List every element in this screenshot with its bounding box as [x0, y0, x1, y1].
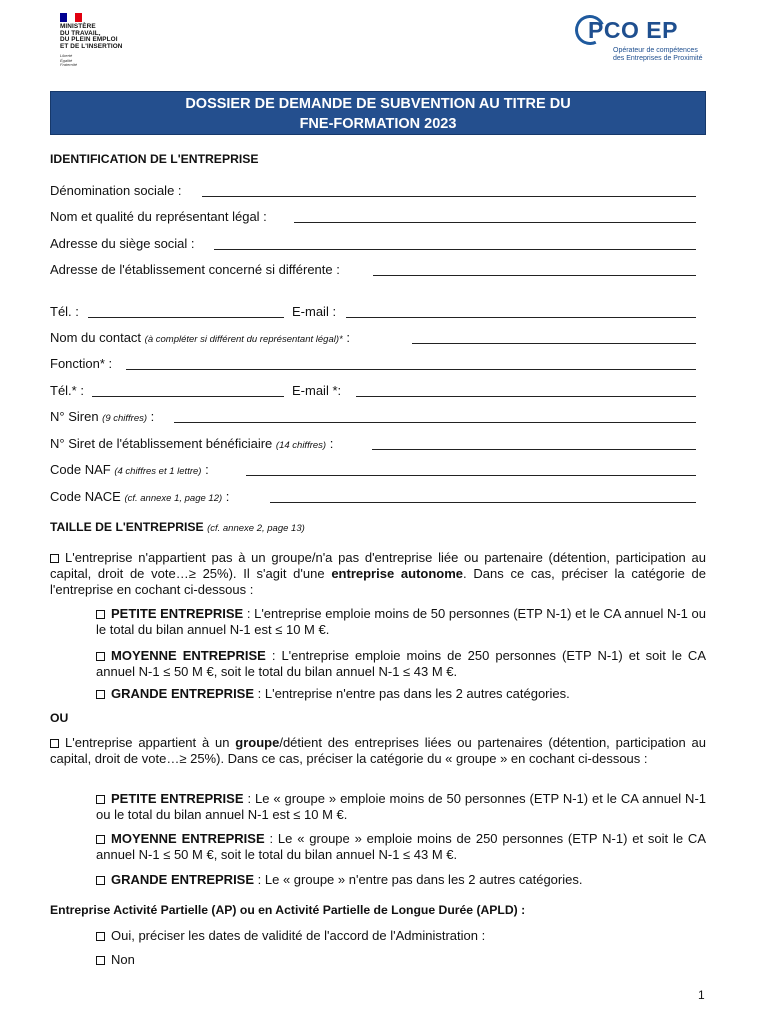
- siret-field[interactable]: [372, 449, 696, 450]
- groupe-moyenne-option: MOYENNE ENTREPRISE : Le « groupe » emploie moins de 250 personnes (ETP N-1) et soit le CA annuel N-1 ≤ 50 M €, soit le total du bilan annuel N-1 ≤ 43 M €.: [96, 831, 706, 862]
- email-label: E-mail :: [292, 304, 337, 319]
- representant-field[interactable]: [294, 222, 696, 223]
- groupe-petite-option: PETITE ENTREPRISE : Le « groupe » emploie moins de 50 personnes (ETP N-1) et le CA annuel N-1 ou le total du bilan annuel N-1 est ≤ 10 M €.: [96, 791, 706, 822]
- tel2-field[interactable]: [92, 396, 284, 397]
- naf-label: Code NAF (4 chiffres et 1 lettre) :: [50, 462, 209, 477]
- email-field[interactable]: [346, 317, 696, 318]
- siren-field[interactable]: [174, 422, 696, 423]
- french-flag-icon: [60, 13, 82, 22]
- autonome-moyenne-option: MOYENNE ENTREPRISE : L'entreprise emploie moins de 250 personnes (ETP N-1) et soit le CA annuel N-1 ≤ 50 M €, soit le total du bilan annuel N-1 ≤ 43 M €.: [96, 648, 706, 679]
- autonome-grande-option: GRANDE ENTREPRISE : L'entreprise n'entre pas dans les 2 autres catégories.: [96, 686, 706, 702]
- ministry-name: MINISTÈRE DU TRAVAIL, DU PLEIN EMPLOI ET DE L'INSERTION: [60, 23, 123, 50]
- republic-motto: Liberté Égalité Fraternité: [60, 53, 78, 68]
- autonome-checkbox[interactable]: [50, 554, 59, 563]
- groupe-option: L'entreprise appartient à un groupe/détient des entreprises liées ou partenaires (détention, participation au capital, droit de vote…≥ 25%). Dans ce cas, préciser la catégorie du « groupe » en cochant ci-dessous :: [50, 735, 706, 766]
- autonome-petite-checkbox[interactable]: [96, 610, 105, 619]
- nace-label: Code NACE (cf. annexe 1, page 12) :: [50, 489, 230, 504]
- naf-field[interactable]: [246, 475, 696, 476]
- denomination-field[interactable]: [202, 196, 696, 197]
- autonome-moyenne-checkbox[interactable]: [96, 652, 105, 661]
- denomination-label: Dénomination sociale :: [50, 183, 182, 198]
- document-title: DOSSIER DE DEMANDE DE SUBVENTION AU TITRE DU FNE-FORMATION 2023: [50, 91, 706, 135]
- autonome-petite-option: PETITE ENTREPRISE : L'entreprise emploie moins de 50 personnes (ETP N-1) et le CA annuel N-1 ou le total du bilan annuel N-1 est ≤ 10 M €.: [96, 606, 706, 637]
- adresse-etab-label: Adresse de l'établissement concerné si différente :: [50, 262, 340, 277]
- fonction-label: Fonction* :: [50, 356, 113, 371]
- email2-field[interactable]: [356, 396, 696, 397]
- opco-logo: PCO EP: [588, 17, 678, 43]
- autonome-grande-checkbox[interactable]: [96, 690, 105, 699]
- activite-oui-checkbox[interactable]: [96, 932, 105, 941]
- section-identification-heading: IDENTIFICATION DE L'ENTREPRISE: [50, 152, 259, 166]
- email2-label: E-mail *:: [292, 383, 342, 398]
- autonome-option: L'entreprise n'appartient pas à un groupe/n'a pas d'entreprise liée ou partenaire (détention, participation au capital, droit de vote…≥ 25%). Il s'agit d'une entreprise autonome. Dans ce cas, préciser la catégorie de l'entreprise en cochant ci-dessous :: [50, 550, 707, 597]
- adresse-siege-field[interactable]: [214, 249, 696, 250]
- ou-separator: OU: [50, 711, 69, 725]
- section-taille-heading: TAILLE DE L'ENTREPRISE (cf. annexe 2, page 13): [50, 520, 305, 534]
- activite-oui-option: Oui, préciser les dates de validité de l'accord de l'Administration :: [96, 928, 706, 944]
- groupe-grande-option: GRANDE ENTREPRISE : Le « groupe » n'entre pas dans les 2 autres catégories.: [96, 872, 706, 888]
- tel2-label: Tél.* :: [50, 383, 84, 398]
- activite-non-checkbox[interactable]: [96, 956, 105, 965]
- groupe-grande-checkbox[interactable]: [96, 876, 105, 885]
- activite-non-option: Non: [96, 952, 706, 968]
- nace-field[interactable]: [270, 502, 696, 503]
- opco-subtitle: Opérateur de compétences des Entreprises de Proximité: [613, 47, 703, 62]
- groupe-moyenne-checkbox[interactable]: [96, 835, 105, 844]
- siren-label: N° Siren (9 chiffres) :: [50, 409, 155, 424]
- tel-label: Tél. :: [50, 304, 79, 319]
- fonction-field[interactable]: [126, 369, 696, 370]
- representant-label: Nom et qualité du représentant légal :: [50, 209, 267, 224]
- adresse-siege-label: Adresse du siège social :: [50, 236, 195, 251]
- contact-label: Nom du contact (à compléter si différent du représentant légal)* :: [50, 330, 350, 345]
- contact-field[interactable]: [412, 343, 696, 344]
- page-number: 1: [698, 988, 705, 1002]
- siret-label: N° Siret de l'établissement bénéficiaire (14 chiffres) :: [50, 436, 334, 451]
- tel-field[interactable]: [88, 317, 284, 318]
- groupe-petite-checkbox[interactable]: [96, 795, 105, 804]
- adresse-etab-field[interactable]: [373, 275, 696, 276]
- section-activite-heading: Entreprise Activité Partielle (AP) ou en Activité Partielle de Longue Durée (APLD) :: [50, 903, 526, 917]
- groupe-checkbox[interactable]: [50, 739, 59, 748]
